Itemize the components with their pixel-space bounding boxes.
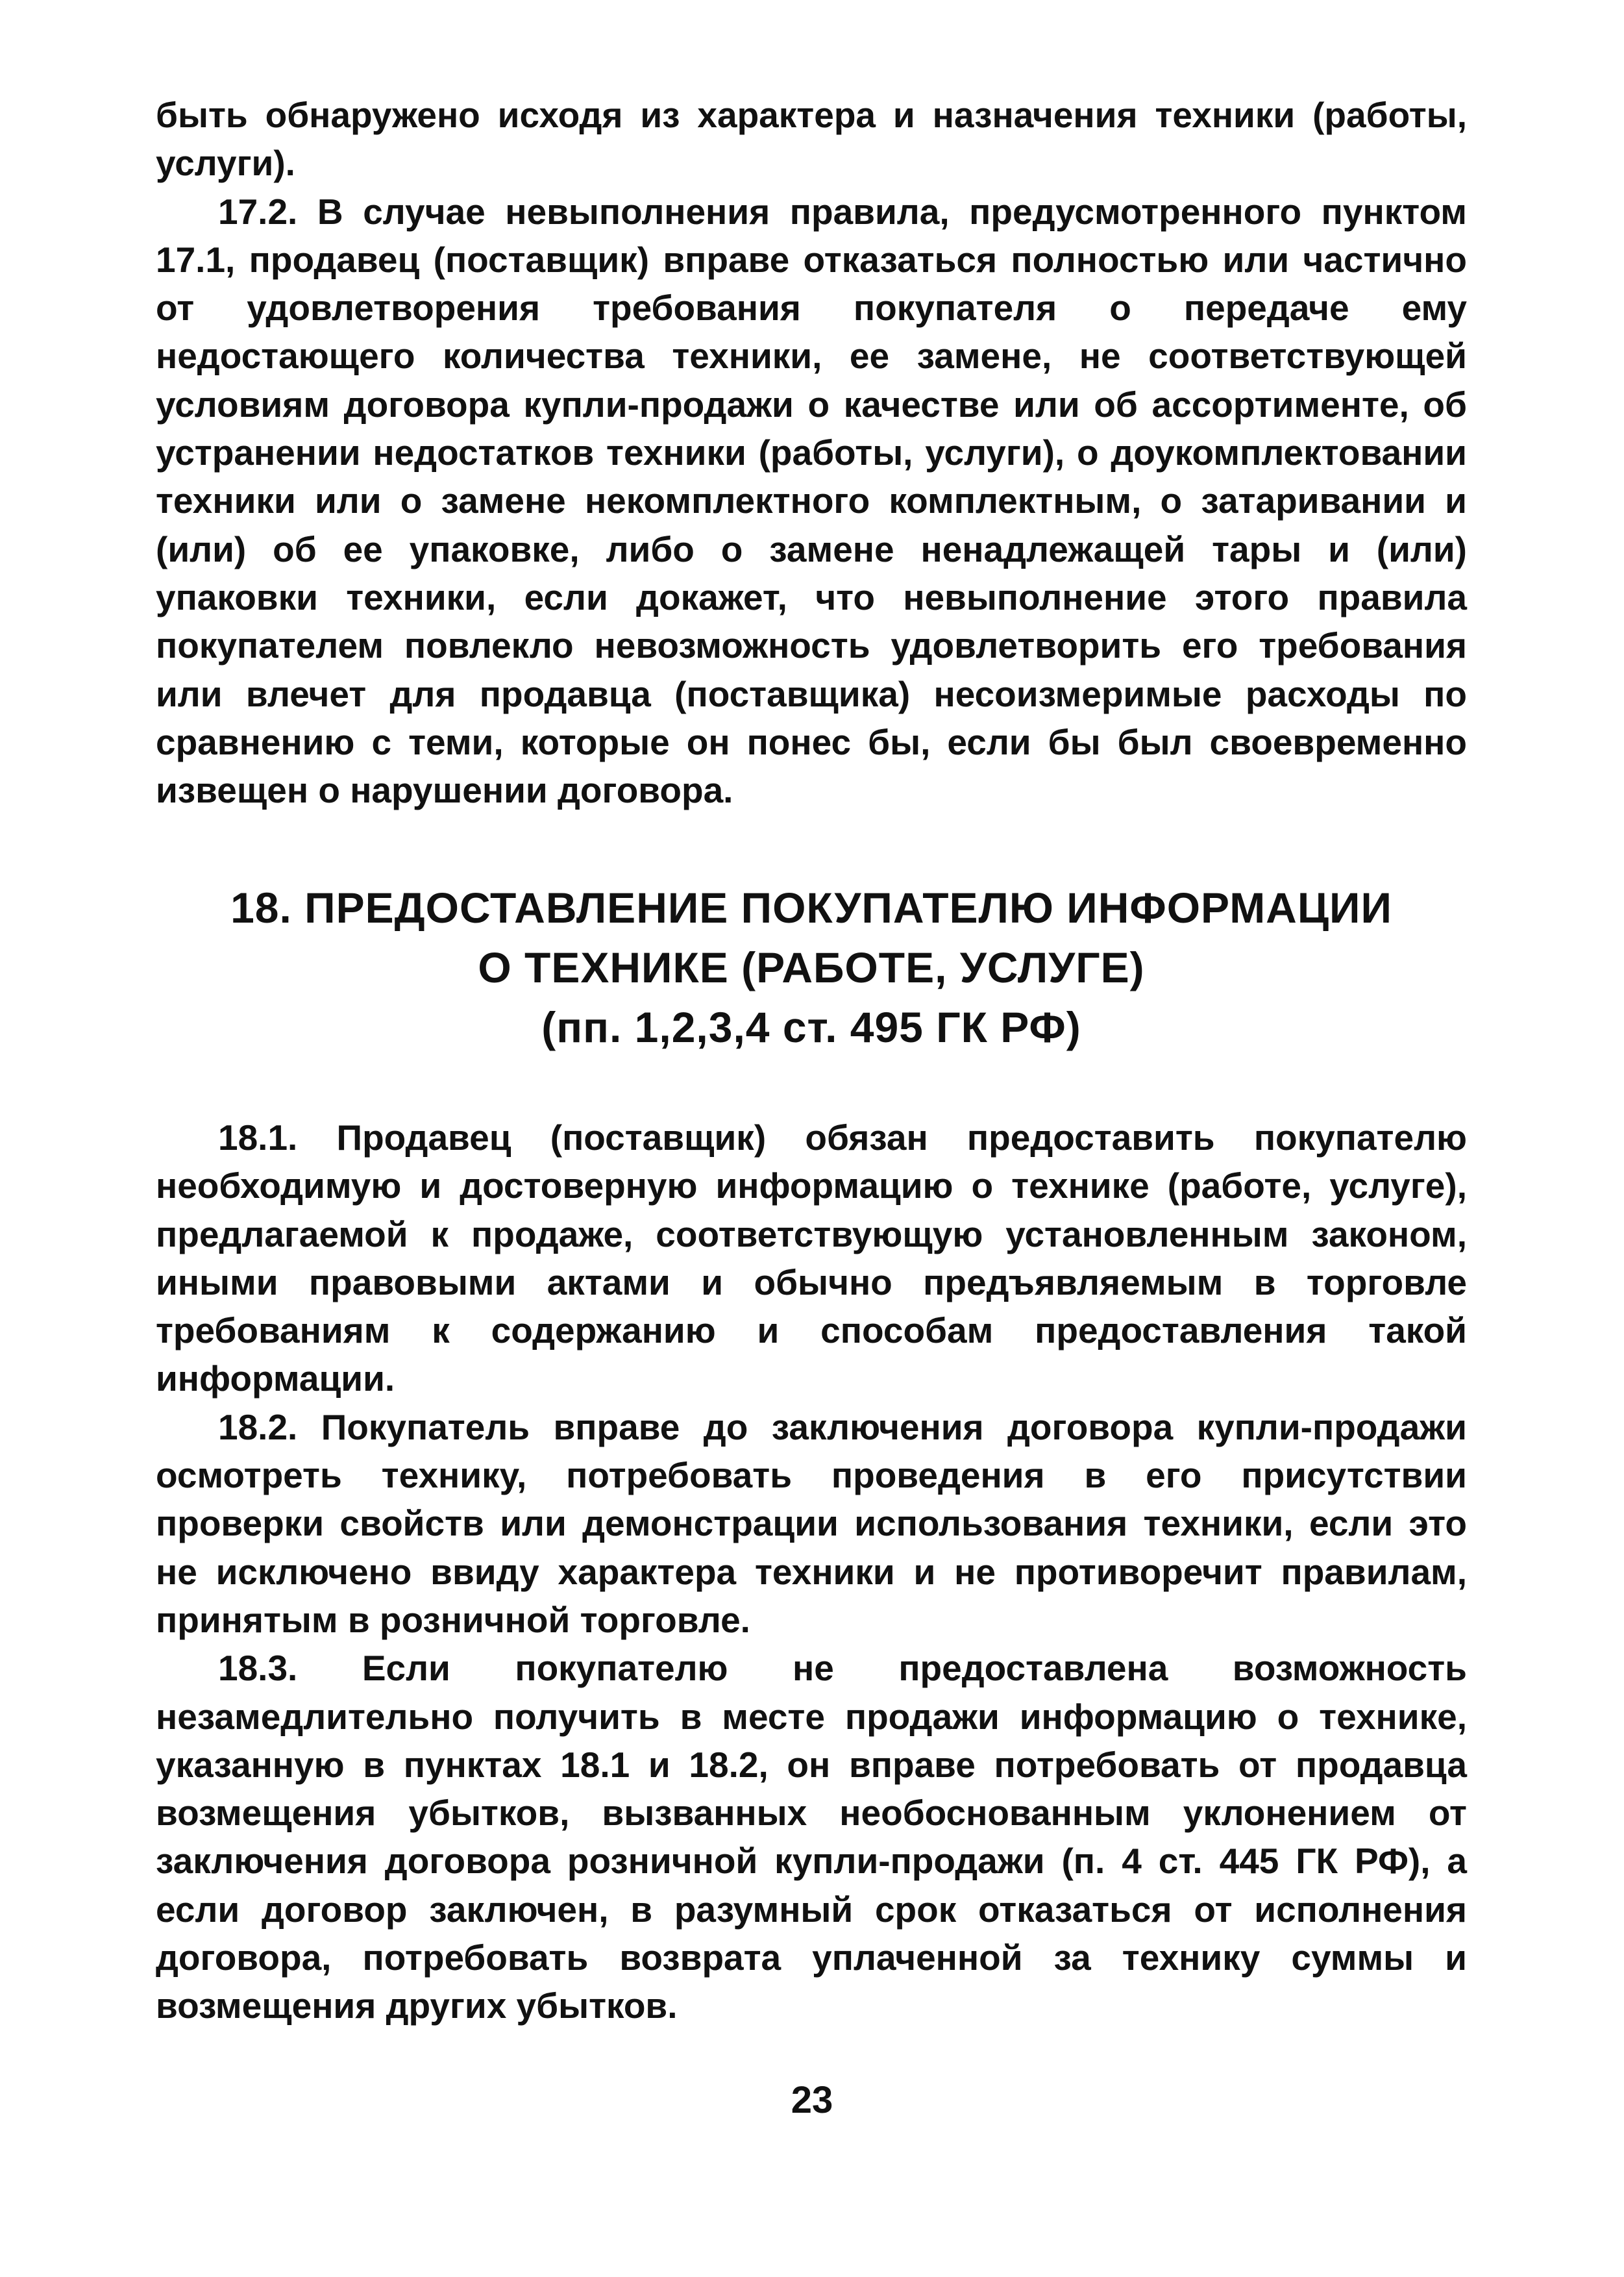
paragraph-continuation: быть обнаружено исходя из характера и назначения техники (работы, услуги). <box>156 95 1467 184</box>
paragraph-18-1: 18.1. Продавец (поставщик) обязан предоставить покупателю необходимую и достоверную информацию о технике (работе, услуге), предлагаемой к продаже, соответствующую установленным законом, иными правовыми актами и обычно предъявляемым в торговле требованиям к содержанию и способам предоставления такой информации. <box>156 1117 1467 1399</box>
section-heading-line-2: О ТЕХНИКЕ (РАБОТЕ, УСЛУГЕ) <box>478 943 1145 991</box>
paragraph-18-3: 18.3. Если покупателю не предоставлена возможность незамедлительно получить в месте продажи информацию о технике, указанную в пунктах 18.1 и 18.2, он вправе потребовать от продавца возмещения убытков, вызванных необоснованным уклонением от заключения договора розничной купли-продажи (п. 4 ст. 445 ГК РФ), а если договор заключен, в разумный срок отказаться от исполнения договора, потребовать возврата уплаченной за технику суммы и возмещения других убытков. <box>156 1648 1467 2026</box>
paragraph-18-2: 18.2. Покупатель вправе до заключения договора купли-продажи осмотреть технику, потребовать проведения в его присутствии проверки свойств или демонстрации использования техники, если это не исключено ввиду характера техники и не противоречит правилам, принятым в розничной торговле. <box>156 1406 1467 1640</box>
section-heading-line-3: (пп. 1,2,3,4 ст. 495 ГК РФ) <box>541 1003 1081 1051</box>
section-heading-line-1: 18. ПРЕДОСТАВЛЕНИЕ ПОКУПАТЕЛЮ ИНФОРМАЦИИ <box>230 884 1392 932</box>
section-heading <box>156 878 1467 1057</box>
page-number: 23 <box>791 2079 833 2121</box>
top-text-block <box>156 91 1467 814</box>
section-text-block <box>156 1114 1467 2030</box>
paragraph-17-2: 17.2. В случае невыполнения правила, предусмотренного пунктом 17.1, продавец (поставщик) вправе отказаться полностью или частично от удовлетворения требования покупателя о передаче ему недостающего количества техники, ее замене, не соответствующей условиям договора купли-продажи о качестве или об ассортименте, об устранении недостатков техники (работы, услуги), о доукомплектовании техники или о замене некомплектного комплектным, о затаривании и (или) об ее упаковке, либо о замене ненадлежащей тары и (или) упаковки техники, если докажет, что невыполнение этого правила покупателем повлекло невозможность удовлетворить его требования или влечет для продавца (поставщика) несоизмеримые расходы по сравнению с теми, которые он понес бы, если бы был своевременно извещен о нарушении договора. <box>156 191 1467 811</box>
